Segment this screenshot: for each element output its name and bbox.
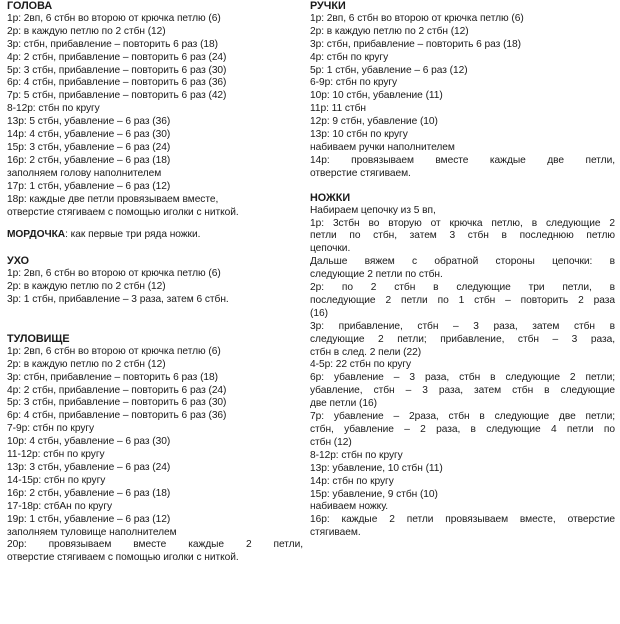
instruction-line: 5р: 3 стбн, прибавление – повторить 6 раз (30) xyxy=(7,64,227,76)
handles-title: РУЧКИ xyxy=(310,0,346,12)
instruction-line: 6р: 4 стбн, прибавление – повторить 6 раз (36) xyxy=(7,410,227,422)
instruction-line: стбн в след. 2 пели (22) xyxy=(310,346,422,358)
instruction-line: 3р: стбн, прибавление – повторить 6 раз (18) xyxy=(7,371,218,383)
instruction-line: 17р: 1 стбн, убавление – 6 раз (12) xyxy=(7,180,171,192)
instruction-line: отверстие стягиваем с помощью иголки с ниткой. xyxy=(7,552,239,564)
instruction-line: 10р: 4 стбн, убавление – 6 раз (30) xyxy=(7,436,171,448)
instruction-line: 16р: 2 стбн, убавление – 6 раз (18) xyxy=(7,154,171,166)
left-column xyxy=(7,0,303,565)
instruction-line: 19р: 1 стбн, убавление – 6 раз (12) xyxy=(7,513,171,525)
body-section-rows xyxy=(7,346,303,565)
instruction-line: стбн (12) xyxy=(310,436,352,448)
instruction-line: убавление, стбн – 3 раза, затем стбн в следующие xyxy=(310,385,615,397)
instruction-line: 10р: 10 стбн, убавление (11) xyxy=(310,90,443,102)
instruction-line: набиваем ручки наполнителем xyxy=(310,141,455,153)
instruction-line: следующие 2 петли по стбн. xyxy=(310,269,443,281)
instruction-line: 13р: 10 стбн по кругу xyxy=(310,129,408,141)
instruction-line: 2р: в каждую петлю по 2 стбн (12) xyxy=(7,25,166,37)
instruction-line: отверстие стягиваем с помощью иголки с ниткой. xyxy=(7,206,239,218)
instruction-line: 12р: 9 стбн, убавление (10) xyxy=(310,116,438,128)
instruction-line: 16р: каждые 2 петли провязываем вместе, отверстие xyxy=(310,514,615,526)
instruction-line: 7р: убавление – 2раза, стбн в следующие две петли; xyxy=(310,411,615,423)
instruction-line: 5р: 1 стбн, убавление – 6 раз (12) xyxy=(310,64,468,76)
instruction-line: заполняем туловище наполнителем xyxy=(7,526,177,538)
ear-title: УХО xyxy=(7,255,30,268)
instruction-line: 14р: 4 стбн, убавление – 6 раз (30) xyxy=(7,129,171,141)
instruction-line: Набираем цепочку из 5 вп, xyxy=(310,204,436,216)
instruction-line: 6-9р: стбн по кругу xyxy=(310,77,398,89)
instruction-line: петли по стбн, затем 3 стбн в последнюю петлю xyxy=(310,230,615,242)
instruction-line: 8-12р: стбн по кругу xyxy=(310,449,403,461)
instruction-line: (16) xyxy=(310,307,328,319)
instruction-line: 1р: 2вп, 6 стбн во второю от крючка петлю (6) xyxy=(7,268,221,280)
instruction-line: 3р: стбн, прибавление – повторить 6 раз (18) xyxy=(310,38,521,50)
instruction-line: 7-9р: стбн по кругу xyxy=(7,423,95,435)
instruction-line: 1р: 2вп, 6 стбн во второю от крючка петлю (6) xyxy=(7,12,221,24)
instruction-line: 2р: в каждую петлю по 2 стбн (12) xyxy=(310,25,469,37)
instruction-line: 6р: убавление – 3 раза, стбн в следующие 2 петли; xyxy=(310,372,615,384)
instruction-line: 1р: 2вп, 6 стбн во второю от крючка петлю (6) xyxy=(310,12,524,24)
instruction-line: 1р: 3стбн во вторую от крючка петлю, в следующие 2 xyxy=(310,217,615,229)
instruction-line: заполняем голову наполнителем xyxy=(7,167,162,179)
instruction-line: 15р: 3 стбн, убавление – 6 раз (24) xyxy=(7,141,171,153)
ear-rows xyxy=(7,268,303,307)
instruction-line: отверстие стягиваем. xyxy=(310,167,411,179)
head-section-title: ГОЛОВА xyxy=(7,0,53,12)
instruction-line: 13р: 5 стбн, убавление – 6 раз (36) xyxy=(7,116,171,128)
handles-rows xyxy=(310,13,615,181)
legs-rows xyxy=(310,205,615,541)
body-section-title: ТУЛОВИЩЕ xyxy=(7,332,70,345)
instruction-line: 6р: 4 стбн, прибавление – повторить 6 раз (36) xyxy=(7,77,227,89)
instruction-line: последующие 2 петли по 1 стбн – повторить 2 раза xyxy=(310,294,615,306)
instruction-line: 17-18р: стбАн по кругу xyxy=(7,500,113,512)
legs-title: НОЖКИ xyxy=(310,191,351,204)
instruction-line: 20р: провязываем вместе каждые 2 петли, xyxy=(7,539,303,551)
instruction-line: две петли (16) xyxy=(310,398,377,410)
instruction-line: 7р: 5 стбн, прибавление – повторить 6 раз (42) xyxy=(7,90,227,102)
instruction-line: 13р: убавление, 10 стбн (11) xyxy=(310,462,443,474)
instruction-line: 3р: прибавление, стбн – 3 раза, затем стбн в xyxy=(310,320,615,332)
instruction-line: набиваем ножку. xyxy=(310,501,388,513)
instruction-line: 13р: 3 стбн, убавление – 6 раз (24) xyxy=(7,462,171,473)
instruction-line: 11-12р: стбн по кругу xyxy=(7,449,105,461)
instruction-line: 4р: 2 стбн, прибавление – повторить 6 раз (24) xyxy=(7,51,227,63)
instruction-line: 14р: стбн по кругу xyxy=(310,475,394,487)
right-column xyxy=(310,0,615,540)
instruction-line: 3р: стбн, прибавление – повторить 6 раз (18) xyxy=(7,38,218,50)
instruction-line: 14-15р: стбн по кругу xyxy=(7,474,106,486)
instruction-line: следующие 2 петли; прибавление, стбн – 3 раза, xyxy=(310,333,615,345)
instruction-line: 4-5р: 22 стбн по кругу xyxy=(310,359,412,371)
muzzle-paragraph xyxy=(7,229,303,242)
instruction-line: 2р: по 2 стбн в следующие три петли, в xyxy=(310,282,615,294)
instruction-line: 2р: в каждую петлю по 2 стбн (12) xyxy=(7,281,166,293)
instruction-line: стбн, убавление – 2 раза, в следующие 4 петли по xyxy=(310,424,615,435)
instruction-line: 18р: каждые две петли провязываем вместе, xyxy=(7,193,219,205)
instruction-line: 2р: в каждую петлю по 2 стбн (12) xyxy=(7,358,166,370)
head-section-rows xyxy=(7,13,303,220)
instruction-line: цепочки. xyxy=(310,243,351,255)
muzzle-text: : как первые три ряда ножки. xyxy=(65,229,201,241)
instruction-line: 3р: 1 стбн, прибавление – 3 раза, затем 6 стбн. xyxy=(7,294,229,306)
muzzle-title: МОРДОЧКА xyxy=(7,229,66,241)
instruction-line: 15р: убавление, 9 стбн (10) xyxy=(310,488,438,500)
instruction-line: 1р: 2вп, 6 стбн во второю от крючка петлю (6) xyxy=(7,345,221,357)
instruction-line: стягиваем. xyxy=(310,527,361,539)
instruction-line: 8-12р: стбн по кругу xyxy=(7,103,100,115)
instruction-line: 4р: 2 стбн, прибавление – повторить 6 раз (24) xyxy=(7,384,227,396)
instruction-line: Дальше вяжем с обратной стороны цепочки: в xyxy=(310,256,615,268)
instruction-line: 4р: стбн по кругу xyxy=(310,51,389,63)
instruction-line: 16р: 2 стбн, убавление – 6 раз (18) xyxy=(7,487,171,499)
instruction-line: 5р: 3 стбн, прибавление – повторить 6 раз (30) xyxy=(7,397,227,409)
instruction-line: 14р: провязываем вместе каждые две петли, xyxy=(310,154,615,166)
instruction-line: 11р: 11 стбн xyxy=(310,103,366,115)
